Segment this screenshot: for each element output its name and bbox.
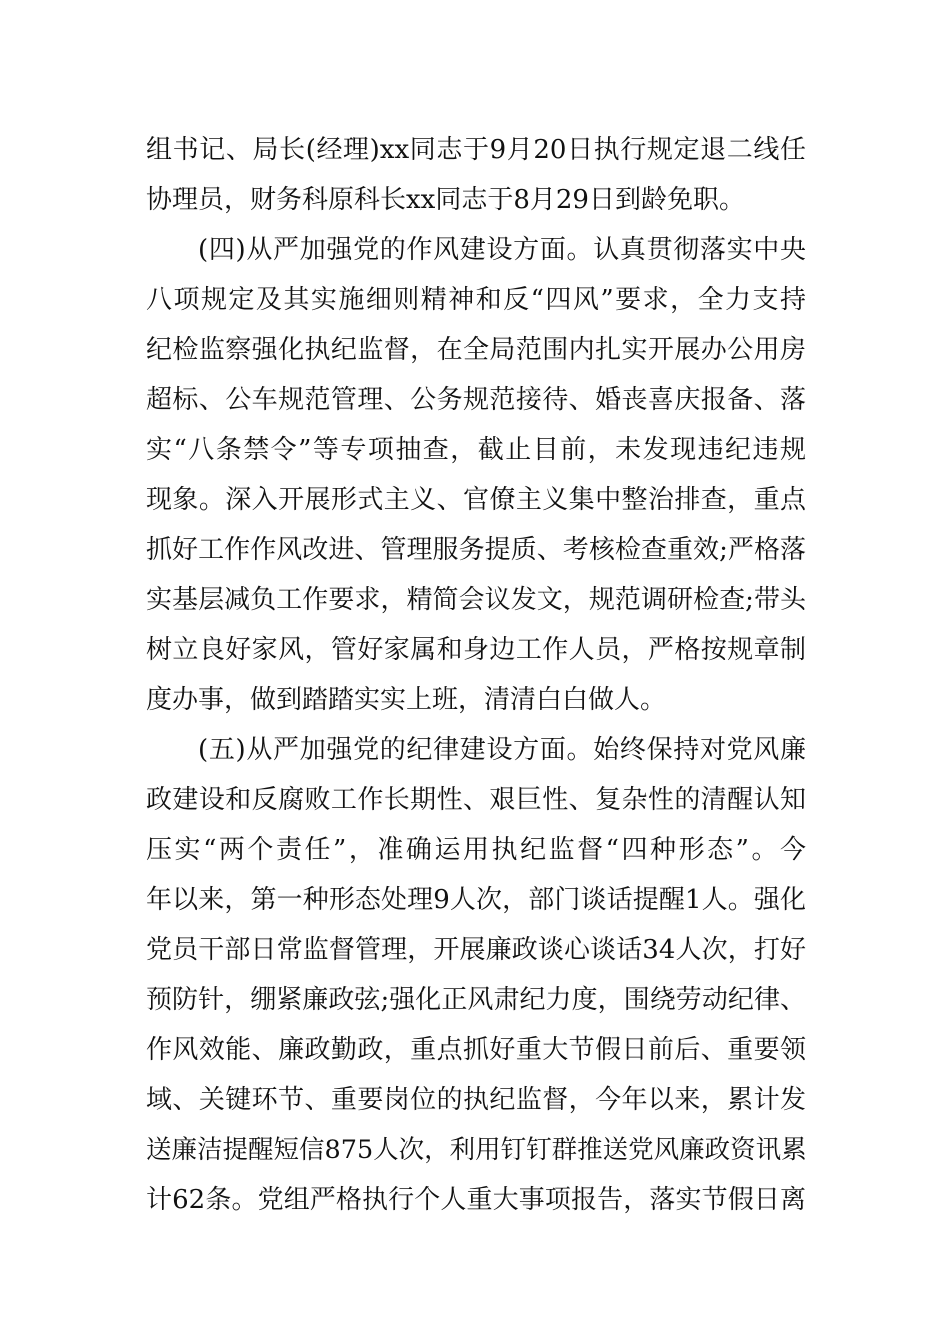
text-line: 党员干部日常监督管理，开展廉政谈心谈话34人次，打好: [146, 935, 806, 965]
section-heading-line: (五)从严加强党的纪律建设方面。始终保持对党风廉: [198, 735, 806, 765]
text-line: 计62条。党组严格执行个人重大事项报告，落实节假日离: [146, 1185, 806, 1215]
text-line: 压实“两个责任”，准确运用执纪监督“四种形态”。今: [146, 835, 806, 865]
text-line: 组书记、局长(经理)xx同志于9月20日执行规定退二线任: [146, 135, 806, 165]
text-line: 纪检监察强化执纪监督，在全局范围内扎实开展办公用房: [146, 335, 806, 365]
text-line: 树立良好家风，管好家属和身边工作人员，严格按规章制: [146, 635, 806, 665]
section-heading-line: (四)从严加强党的作风建设方面。认真贯彻落实中央: [198, 235, 806, 265]
text-line: 送廉洁提醒短信875人次，利用钉钉群推送党风廉政资讯累: [146, 1135, 807, 1165]
text-line: 预防针，绷紧廉政弦;强化正风肃纪力度，围绕劳动纪律、: [146, 985, 806, 1015]
text-line: 实“八条禁令”等专项抽查，截止目前，未发现违纪违规: [146, 435, 806, 465]
text-line: 抓好工作作风改进、管理服务提质、考核检查重效;严格落: [146, 535, 806, 565]
text-line: 协理员，财务科原科长xx同志于8月29日到龄免职。: [146, 185, 745, 215]
text-line: 域、关键环节、重要岗位的执纪监督，今年以来，累计发: [146, 1085, 806, 1115]
text-line: 实基层减负工作要求，精简会议发文，规范调研检查;带头: [146, 585, 806, 615]
text-line: 八项规定及其实施细则精神和反“四风”要求，全力支持: [146, 285, 806, 315]
text-line: 度办事，做到踏踏实实上班，清清白白做人。: [146, 685, 667, 715]
text-line: 政建设和反腐败工作长期性、艰巨性、复杂性的清醒认知: [146, 785, 806, 815]
text-line: 现象。深入开展形式主义、官僚主义集中整治排查，重点: [146, 485, 806, 515]
text-line: 超标、公车规范管理、公务规范接待、婚丧喜庆报备、落: [146, 385, 806, 415]
text-line: 作风效能、廉政勤政，重点抓好重大节假日前后、重要领: [146, 1035, 806, 1065]
text-line: 年以来，第一种形态处理9人次，部门谈话提醒1人。强化: [146, 885, 806, 915]
